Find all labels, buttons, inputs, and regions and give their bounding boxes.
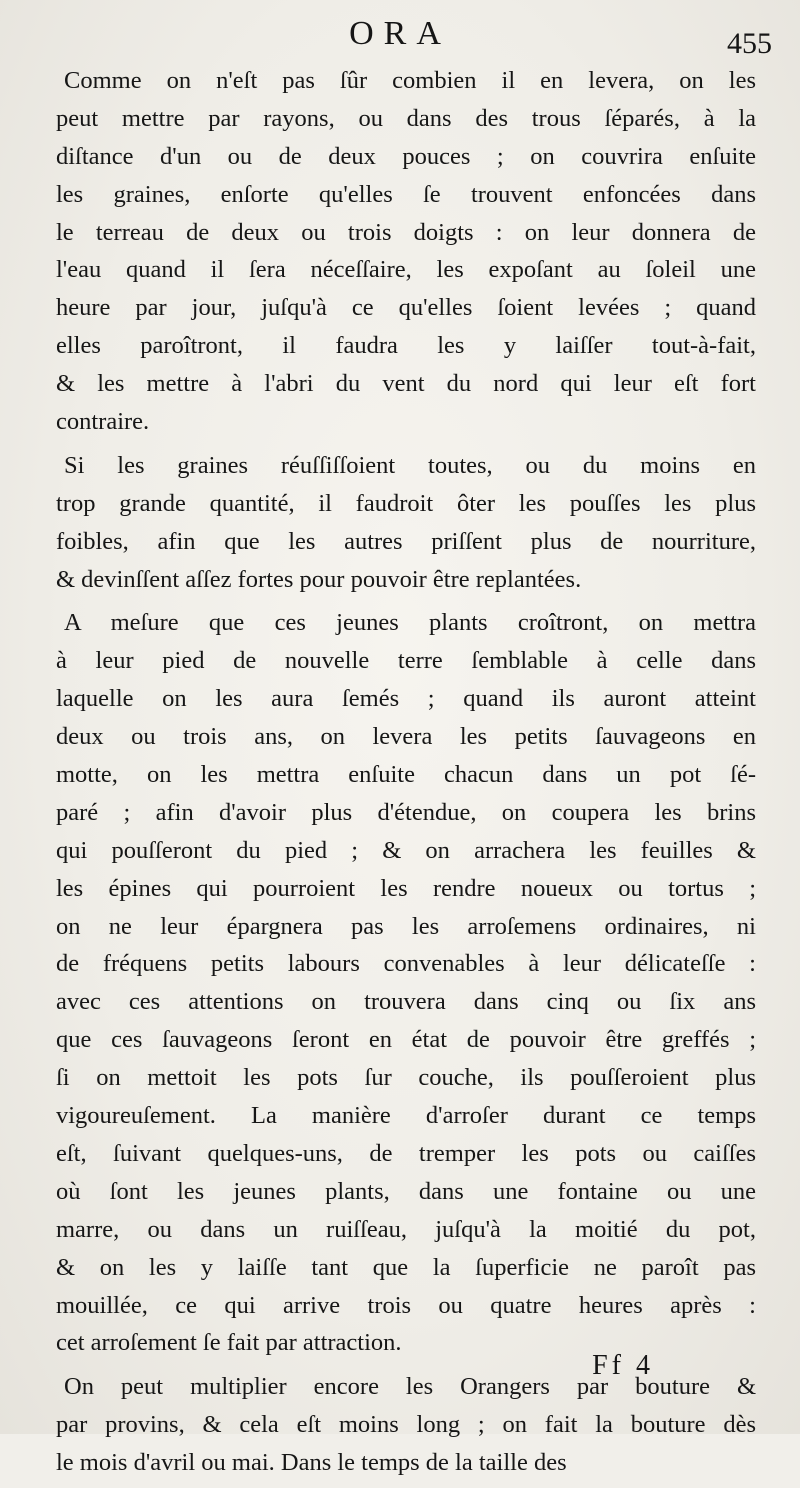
page-number: 455 xyxy=(727,27,772,60)
text-line: eſt, ſuivant quelques-uns, de tremper les pots ou caiſſes xyxy=(56,1139,756,1167)
text-line: les graines, enſorte qu'elles ſe trouvent enfoncées dans xyxy=(56,180,756,208)
text-line: foibles, afin que les autres priſſent plus de nourriture, xyxy=(56,527,756,555)
text-line: elles paroîtront, il faudra les y laiſſer tout-à-fait, xyxy=(56,332,756,360)
text-line: à leur pied de nouvelle terre ſemblable à celle dans xyxy=(56,647,756,675)
text-line: où ſont les jeunes plants, dans une fontaine ou une xyxy=(56,1177,756,1205)
text-line: deux ou trois ans, on levera les petits ſauvageons en xyxy=(56,723,756,751)
text-line: & devinſſent aſſez fortes pour pouvoir être replantées. xyxy=(56,565,582,593)
text-line: Si les graines réuſſiſſoient toutes, ou du moins en xyxy=(64,451,756,479)
text-line: le mois d'avril ou mai. Dans le temps de la taille des xyxy=(56,1449,567,1477)
text-line: avec ces attentions on trouvera dans cinq ou ſix ans xyxy=(56,988,756,1016)
text-line: les épines qui pourroient les rendre noueux ou tortus ; xyxy=(56,874,756,902)
text-line: motte, on les mettra enſuite chacun dans un pot ſé- xyxy=(56,761,756,789)
text-line: mouillée, ce qui arrive trois ou quatre heures après : xyxy=(56,1291,756,1319)
text-line: heure par jour, juſqu'à ce qu'elles ſoient levées ; quand xyxy=(56,294,756,322)
text-line: paré ; afin d'avoir plus d'étendue, on coupera les brins xyxy=(56,798,756,826)
text-line: le terreau de deux ou trois doigts : on leur donnera de xyxy=(56,218,756,246)
text-line: qui pouſſeront du pied ; & on arrachera les feuilles & xyxy=(56,836,756,864)
text-line: vigoureuſement. La manière d'arroſer durant ce temps xyxy=(56,1102,756,1130)
text-line: A meſure que ces jeunes plants croîtront, on mettra xyxy=(64,609,756,637)
text-line: par provins, & cela eſt moins long ; on fait la bouture dès xyxy=(56,1411,756,1439)
paragraph-3 xyxy=(56,604,756,1362)
text-line: de fréquens petits labours convenables à leur délicateſſe : xyxy=(56,950,756,978)
running-head-title: ORA xyxy=(349,15,451,52)
text-line: laquelle on les aura ſemés ; quand ils auront atteint xyxy=(56,685,756,713)
text-line: cet arroſement ſe fait par attraction. xyxy=(56,1329,402,1357)
text-line: marre, ou dans un ruiſſeau, juſqu'à la moitié du pot, xyxy=(56,1215,756,1243)
text-line: contraire. xyxy=(56,408,150,436)
text-line: on ne leur épargnera pas les arroſemens ordinaires, ni xyxy=(56,912,756,940)
paragraph-4 xyxy=(56,1368,756,1482)
text-line: On peut multiplier encore les Orangers par bouture & xyxy=(64,1373,756,1401)
text-line: trop grande quantité, il faudroit ôter les pouſſes les plus xyxy=(56,489,756,517)
text-line: ſi on mettoit les pots ſur couche, ils pouſſeroient plus xyxy=(56,1064,756,1092)
paragraph-1 xyxy=(56,62,756,441)
text-line: & les mettre à l'abri du vent du nord qui leur eſt fort xyxy=(56,370,756,398)
text-line: que ces ſauvageons ſeront en état de pouvoir être greffés ; xyxy=(56,1026,756,1054)
text-line: Comme on n'eſt pas ſûr combien il en levera, on les xyxy=(64,67,756,94)
text-line: diſtance d'un ou de deux pouces ; on couvrira enſuite xyxy=(56,142,756,170)
text-line: & on les y laiſſe tant que la ſuperficie ne paroît pas xyxy=(56,1253,756,1281)
paragraph-2 xyxy=(56,447,756,599)
signature-mark: Ff 4 xyxy=(592,1350,654,1381)
body-text xyxy=(56,62,756,1488)
text-line: l'eau quand il ſera néceſſaire, les expoſant au ſoleil une xyxy=(56,256,756,284)
text-line: peut mettre par rayons, ou dans des trous ſéparés, à la xyxy=(56,104,756,132)
